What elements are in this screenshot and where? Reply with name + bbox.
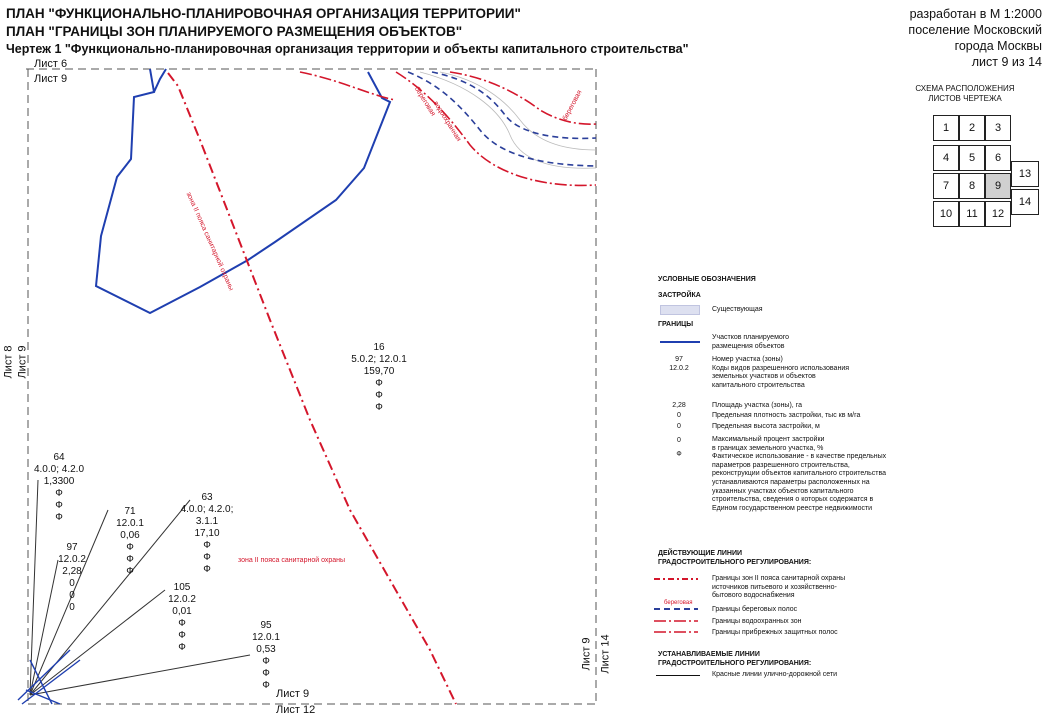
sheet-label-top-below: Лист 9 [34, 73, 68, 85]
parcel-id: 16 [373, 342, 385, 353]
parcel-param: 0 [69, 602, 75, 613]
parcel-param: Ф [55, 500, 63, 511]
legend-ex: 0 [677, 422, 681, 430]
parcel-area: 0,01 [172, 606, 192, 617]
parcel-label-97 [52, 542, 92, 614]
parcel-param: Ф [55, 512, 63, 523]
parcel-codes: 4.0.0; 4.2.0 [33, 464, 85, 475]
legend-heading: ДЕЙСТВУЮЩИЕ ЛИНИИ [658, 550, 743, 557]
legend-heading: ГРАДОСТРОИТЕЛЬНОГО РЕГУЛИРОВАНИЯ: [658, 659, 812, 667]
parcel-area: 0,53 [256, 644, 276, 655]
legend-shore: Границы береговых полос [712, 606, 798, 613]
parcel-codes: 12.0.1 [116, 518, 144, 529]
parcel-boundary [96, 69, 390, 313]
parcel-param: Ф [126, 554, 134, 565]
legend-ex: Ф [676, 451, 682, 458]
sheet-number: лист 9 из 14 [971, 55, 1042, 69]
parcel-param: Ф [178, 630, 186, 641]
legend-text: Максимальный процент застройки [712, 436, 825, 443]
legend-text: бытового водоснабжения [712, 592, 795, 600]
parcel-param: Ф [262, 656, 270, 667]
legend-section-current [658, 550, 811, 567]
parcel-param: Ф [375, 402, 383, 413]
parcel-label-95 [246, 620, 286, 692]
legend-text: Номер участка (зоны) [712, 356, 783, 363]
parcel-codes: 3.1.1 [195, 516, 219, 527]
legend-existing-swatch [660, 305, 700, 315]
legend-ex: 97 [675, 356, 683, 363]
scheme-cell-1: 1 [933, 115, 959, 141]
scale-text: разработан в М 1:2000 [909, 7, 1042, 21]
scheme-cell-3: 3 [985, 115, 1011, 141]
legend-text: Предельная плотность застройки, тыс кв м/га [712, 412, 861, 420]
legend-examples-2 [664, 401, 694, 432]
parcel-param: Ф [262, 668, 270, 679]
legend-text: Площадь участка (зоны), га [712, 402, 802, 409]
legend-percent-desc [712, 436, 886, 513]
scheme-title-2: ЛИСТОВ ЧЕРТЕЖА [928, 94, 1002, 103]
parcel-label-63 [174, 492, 240, 576]
legend-text: Едином государственном реестре недвижимости [712, 504, 873, 512]
parcel-param: 0 [69, 590, 75, 601]
legend-heading: УСТАНАВЛИВАЕМЫЕ ЛИНИИ [658, 651, 760, 658]
legend-examples-3 [664, 436, 694, 460]
parcel-label-64 [28, 452, 90, 524]
parcel-codes: 12.0.1 [252, 632, 280, 643]
legend-parcel-swatch [660, 341, 700, 343]
sheet-label-left-inner: Лист 9 [16, 345, 29, 379]
parcel-param: Ф [178, 642, 186, 653]
legend-ex: 0 [677, 412, 681, 420]
scheme-cell-10: 10 [933, 201, 959, 227]
parcel-label-71 [108, 506, 152, 578]
title-line-2: ПЛАН "ГРАНИЦЫ ЗОН ПЛАНИРУЕМОГО РАЗМЕЩЕНИЯ ОБЪЕКТОВ" [6, 24, 463, 39]
zone-ii-horizontal-label: зона II пояса санитарной охраны [238, 557, 346, 564]
sheet-label-bottom-below: Лист 12 [276, 704, 316, 716]
parcel-param: Ф [126, 566, 134, 577]
shore-label-2: береговая [561, 89, 584, 122]
legend-text: строительства, сведения о которых содержатся в [712, 496, 874, 504]
scheme-cell-12: 12 [985, 201, 1011, 227]
scheme-cell-4: 4 [933, 145, 959, 171]
legend-text: параметров разрешенного строительства, [712, 461, 850, 469]
parcel-label-16 [340, 342, 418, 414]
scheme-cell-9: 9 [985, 173, 1011, 199]
scheme-cell-7: 7 [933, 173, 959, 199]
parcel-param: Ф [203, 540, 211, 551]
sheet-label-left-outer: Лист 8 [2, 345, 15, 379]
parcel-param: Ф [178, 618, 186, 629]
scheme-title [902, 84, 1028, 104]
parcel-param: Ф [203, 552, 211, 563]
legend-red-lines: Красные линии улично-дорожной сети [712, 671, 838, 678]
legend-ex: 2,28 [672, 402, 686, 409]
legend-section-build: ЗАСТРОЙКА [658, 292, 701, 299]
sheet-frame [26, 69, 596, 704]
parcel-codes: 4.0.0; 4.2.0; [180, 504, 234, 515]
legend-shore-tag: береговая [664, 600, 693, 606]
scheme-cell-2: 2 [959, 115, 985, 141]
legend-existing: Существующая [712, 306, 763, 313]
zone-ii-diagonal-label: зона II пояса санитарной охраны [184, 191, 235, 292]
parcel-param: Ф [375, 390, 383, 401]
parcel-param: Ф [375, 378, 383, 389]
legend-text: земельных участков и объектов [712, 373, 816, 381]
legend-red-line-swatch [656, 675, 700, 676]
parcel-codes: 12.0.2 [168, 594, 196, 605]
legend-text: реконструкции объектов капитального строительства [712, 470, 887, 478]
scheme-cell-13: 13 [1011, 161, 1039, 187]
title-line-3: Чертеж 1 "Функционально-планировочная организация территории и объекты капитального строительства" [6, 42, 689, 56]
parcel-area: 17,10 [194, 528, 220, 539]
legend-text: указанных участках объектов капитального [712, 487, 854, 495]
parcel-area: 0,06 [120, 530, 140, 541]
sheet-label-top-above: Лист 6 [34, 58, 68, 70]
legend-num-desc [712, 356, 849, 390]
legend-riparian: Границы прибрежных защитных полос [712, 629, 838, 636]
parcel-param: Ф [126, 542, 134, 553]
legend-title: УСЛОВНЫЕ ОБОЗНАЧЕНИЯ [658, 276, 756, 283]
parcel-codes: 12.0.2 [58, 554, 86, 565]
settlement-text-1: поселение Московский [908, 23, 1042, 37]
parcel-param: Ф [262, 680, 270, 691]
parcel-id: 105 [173, 582, 191, 593]
legend-text: размещения объектов [712, 342, 785, 350]
parcel-id: 71 [124, 506, 136, 517]
parcel-area: 1,3300 [43, 476, 75, 487]
legend-text: Фактическое использование - в качестве предельных [712, 453, 887, 461]
water-zone-label: водоохранная [431, 100, 463, 143]
scheme-cell-6: 6 [985, 145, 1011, 171]
legend-examples [664, 356, 694, 373]
sheet-label-right-outer: Лист 14 [599, 634, 612, 674]
legend-text: Участков планируемого [712, 334, 790, 341]
legend-water: Границы водоохранных зон [712, 618, 802, 625]
parcel-codes: 5.0.2; 12.0.1 [351, 354, 407, 365]
parcel-id: 64 [53, 452, 65, 463]
parcel-param: Ф [55, 488, 63, 499]
legend-heading: ГРАДОСТРОИТЕЛЬНОГО РЕГУЛИРОВАНИЯ: [658, 558, 812, 566]
parcel-param: 0 [69, 578, 75, 589]
legend-ex: 12.0.2 [669, 364, 689, 372]
title-line-1: ПЛАН "ФУНКЦИОНАЛЬНО-ПЛАНИРОВОЧНАЯ ОРГАНИЗАЦИЯ ТЕРРИТОРИИ" [6, 6, 521, 21]
parcel-label-105 [162, 582, 202, 654]
parcel-area: 2,28 [62, 566, 82, 577]
scheme-title-1: СХЕМА РАСПОЛОЖЕНИЯ [915, 84, 1015, 93]
legend-text: устанавливаются параметры расположенных на [712, 478, 870, 486]
legend-params-desc [712, 401, 860, 432]
legend-text: Предельная высота застройки, м [712, 422, 820, 430]
legend-text: Границы зон II пояса санитарной охраны [712, 575, 846, 582]
header-info [908, 6, 1042, 70]
scheme-cell-11: 11 [959, 201, 985, 227]
scheme-cell-14: 14 [1011, 189, 1039, 215]
parcel-param: Ф [203, 564, 211, 575]
legend-text: Коды видов разрешенного использования [712, 364, 850, 372]
legend-text: источников питьевого и хозяйственно- [712, 583, 837, 591]
scheme-cell-5: 5 [959, 145, 985, 171]
sheet-label-bottom-above: Лист 9 [276, 688, 310, 700]
parcel-id: 97 [66, 542, 78, 553]
corner-parcels [18, 650, 80, 704]
legend-parcel-bounds [712, 334, 789, 351]
legend-zone2 [712, 575, 845, 601]
sheet-label-right-inner: Лист 9 [580, 637, 593, 671]
legend-section-bounds: ГРАНИЦЫ [658, 321, 694, 328]
settlement-text-2: города Москвы [954, 39, 1042, 53]
legend-section-new [658, 651, 811, 668]
parcel-id: 95 [260, 620, 272, 631]
parcel-id: 63 [201, 492, 213, 503]
parcel-area: 159,70 [363, 366, 395, 377]
legend-ex: 0 [677, 437, 681, 444]
sheet-scheme [933, 115, 1043, 235]
legend-text: капитального строительства [712, 381, 805, 389]
shore-label-1: береговая [412, 85, 437, 118]
legend-text: в границах земельного участка, % [712, 444, 824, 452]
scheme-cell-8: 8 [959, 173, 985, 199]
